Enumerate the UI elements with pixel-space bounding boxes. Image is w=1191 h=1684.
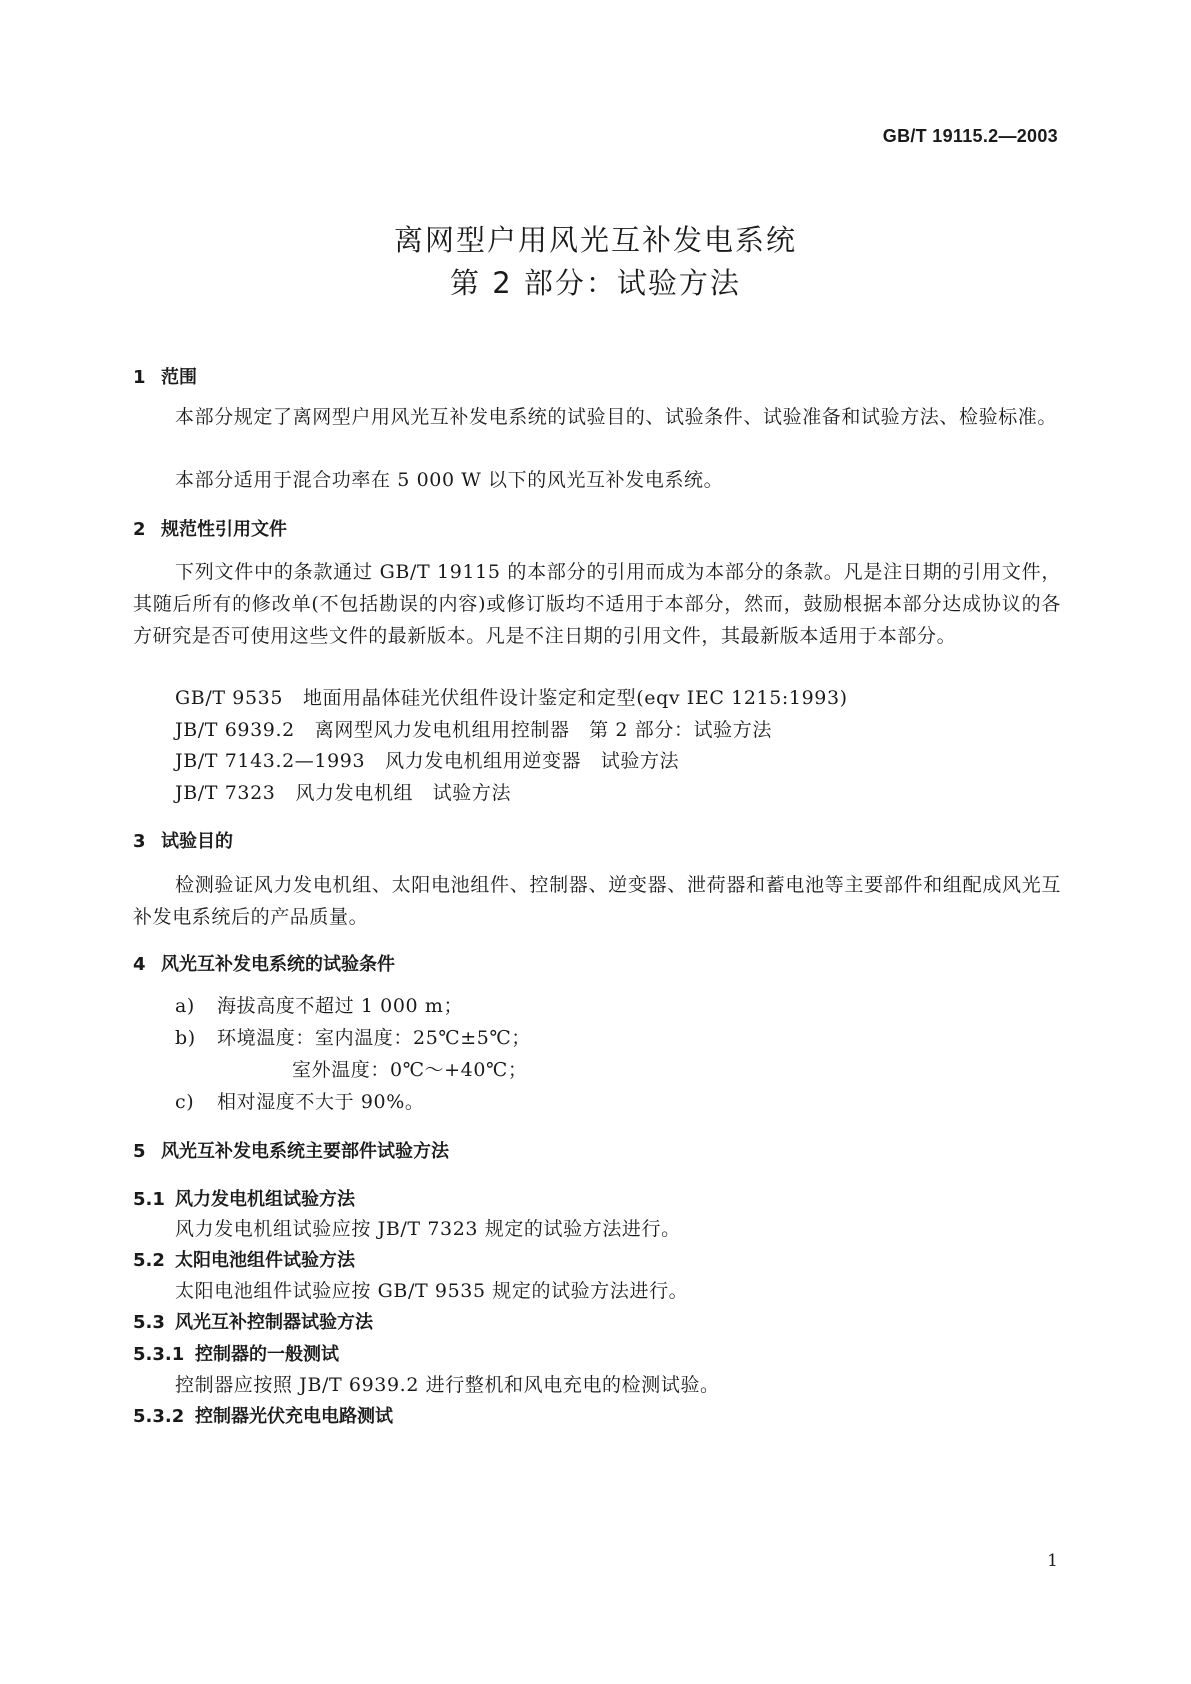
section-title: 风力发电机组试验方法: [175, 1189, 355, 1210]
section-number: 2: [133, 519, 146, 540]
reference-code: GB/T 9535: [175, 687, 284, 709]
section-5-heading: [133, 1137, 449, 1163]
item-text: 海拔高度不超过 1 000 m；: [217, 995, 464, 1017]
standard-number: GB/T 19115.2—2003: [882, 126, 1058, 146]
section-title: 风光互补控制器试验方法: [175, 1312, 373, 1333]
section-4-heading: [133, 950, 395, 976]
page-number: 1: [1047, 1551, 1058, 1571]
subsection-5-3-heading: [133, 1308, 373, 1334]
section-title: 规范性引用文件: [161, 519, 287, 540]
section-title: 控制器的一般测试: [195, 1344, 339, 1365]
reference-code: JB/T 7323: [175, 782, 276, 804]
subsection-5-1-text: 风力发电机组试验应按 JB/T 7323 规定的试验方法进行。: [175, 1218, 681, 1240]
subsection-5-3-1-heading: [133, 1340, 339, 1366]
section-number: 4: [133, 954, 146, 975]
section-number: 5.3.2: [133, 1406, 185, 1427]
reference-code: JB/T 7143.2—1993: [175, 750, 366, 772]
normative-reference: [175, 715, 772, 742]
section-1-heading: [133, 363, 197, 389]
subsection-5-3-1-text: 控制器应按照 JB/T 6939.2 进行整机和风电充电的检测试验。: [175, 1374, 720, 1396]
section-title: 太阳电池组件试验方法: [175, 1250, 355, 1271]
reference-title: 地面用晶体硅光伏组件设计鉴定和定型(eqv IEC 1215:1993): [303, 687, 848, 709]
section-2-heading: [133, 515, 287, 541]
document-title: 离网型户用风光互补发电系统: [393, 223, 797, 257]
section-1-paragraph-2: 本部分适用于混合功率在 5 000 W 以下的风光互补发电系统。: [175, 469, 724, 491]
condition-item: [175, 991, 463, 1018]
section-number: 5.3.1: [133, 1344, 185, 1365]
item-label: a): [175, 995, 195, 1017]
reference-title: 离网型风力发电机组用控制器 第 2 部分：试验方法: [314, 719, 772, 741]
section-number: 5.1: [133, 1189, 165, 1210]
section-2-paragraph: 下列文件中的条款通过 GB/T 19115 的本部分的引用而成为本部分的条款。凡是注日期的引用文件，其随后所有的修改单(不包括勘误的内容)或修订版均不适用于本部分，然而，鼓励根据本部分达成协议的各方研究是否可使用这些文件的最新版本。凡是不注日期的引用文件，其最新版本适用于本部分。: [133, 561, 1061, 647]
section-number: 3: [133, 831, 146, 852]
section-3-paragraph: 检测验证风力发电机组、太阳电池组件、控制器、逆变器、泄荷器和蓄电池等主要部件和组配成风光互补发电系统后的产品质量。: [133, 874, 1061, 928]
section-title: 风光互补发电系统主要部件试验方法: [161, 1141, 449, 1162]
section-title: 控制器光伏充电电路测试: [195, 1406, 393, 1427]
subsection-5-3-2-heading: [133, 1402, 393, 1428]
item-text: 相对湿度不大于 90%。: [217, 1091, 425, 1113]
item-label: c): [175, 1091, 195, 1113]
section-number: 1: [133, 367, 146, 388]
item-label: b): [175, 1027, 196, 1049]
condition-item: [175, 1087, 424, 1114]
condition-item-continuation: [292, 1055, 528, 1082]
reference-title: 风力发电机组 试验方法: [295, 782, 512, 804]
section-number: 5.3: [133, 1312, 165, 1333]
subsection-5-2-heading: [133, 1246, 355, 1272]
condition-item: [175, 1023, 531, 1050]
subsection-5-2-text: 太阳电池组件试验应按 GB/T 9535 规定的试验方法进行。: [175, 1280, 689, 1302]
normative-reference: [175, 746, 679, 773]
section-number: 5: [133, 1141, 146, 1162]
section-title: 风光互补发电系统的试验条件: [161, 954, 395, 975]
reference-code: JB/T 6939.2: [175, 719, 295, 741]
subsection-5-1-heading: [133, 1185, 355, 1211]
normative-reference: [175, 683, 848, 710]
item-text: 环境温度：室内温度：25℃±5℃；: [217, 1027, 531, 1049]
section-number: 5.2: [133, 1250, 165, 1271]
reference-title: 风力发电机组用逆变器 试验方法: [385, 750, 680, 772]
document-subtitle: 第 2 部分：试验方法: [450, 266, 741, 300]
section-1-paragraph-1: 本部分规定了离网型户用风光互补发电系统的试验目的、试验条件、试验准备和试验方法、检验标准。: [175, 406, 1058, 428]
normative-reference: [175, 778, 511, 805]
section-title: 试验目的: [161, 831, 233, 852]
section-3-heading: [133, 827, 233, 853]
item-text: 室外温度：0℃～+40℃；: [292, 1059, 528, 1081]
section-title: 范围: [161, 367, 197, 388]
